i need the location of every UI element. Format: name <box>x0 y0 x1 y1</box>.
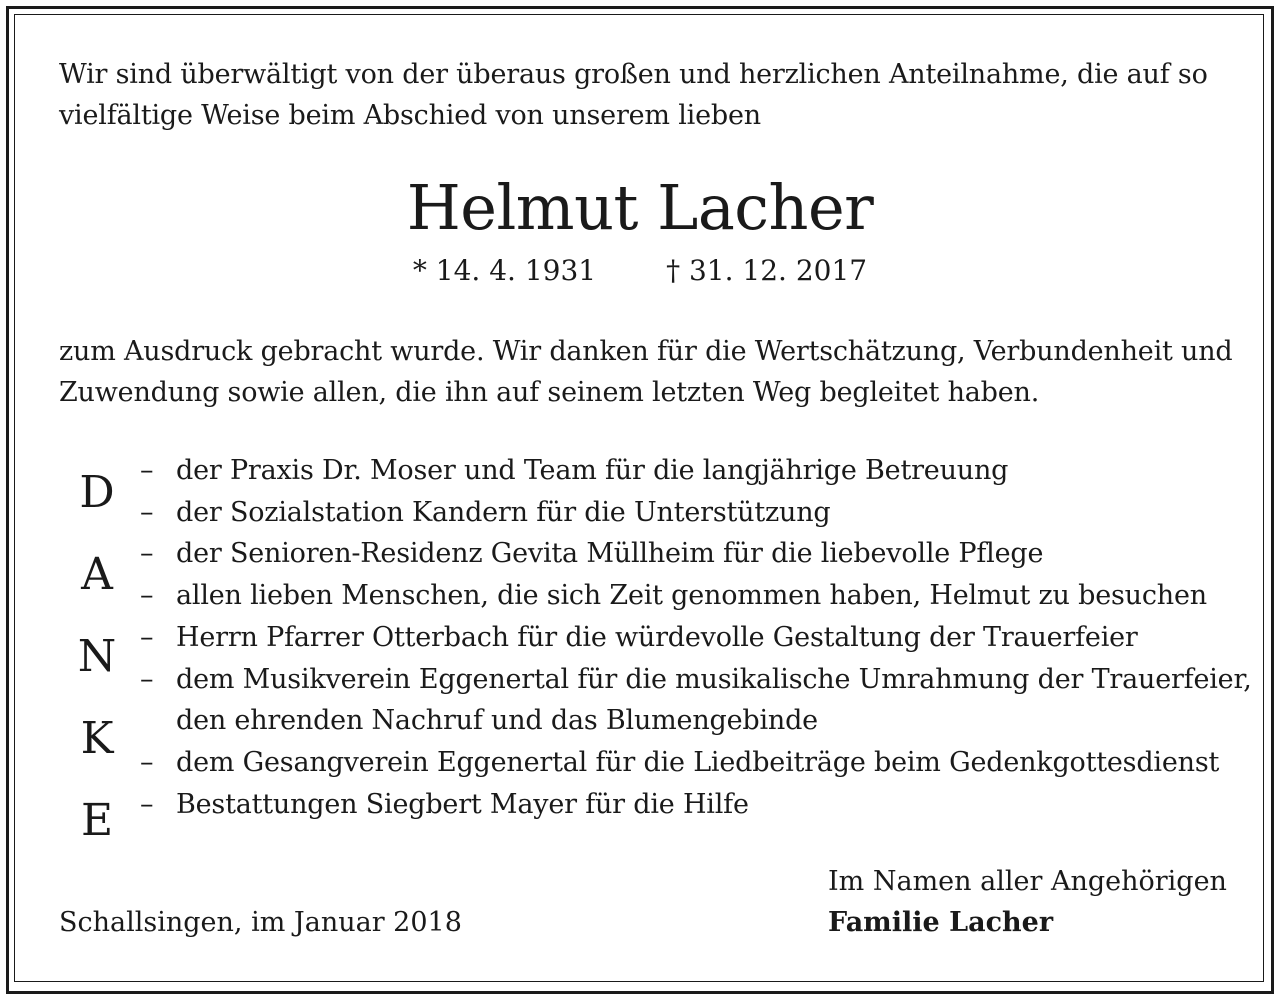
list-item <box>140 617 1252 659</box>
place-date: Schallsingen, im Januar 2018 <box>59 907 462 938</box>
danke-letter: A <box>81 549 113 600</box>
intro-line-1: Wir sind überwältigt von der überaus großen und herzlichen Anteilnahme, die auf so <box>59 59 1208 90</box>
thanks-line-2: Zuwendung sowie allen, die ihn auf seinem letzten Weg begleitet haben. <box>59 377 1040 408</box>
list-item-text: der Sozialstation Kandern für die Unterstützung <box>176 496 831 528</box>
list-dash: – <box>140 455 154 486</box>
list-item <box>140 784 1252 826</box>
list-dash: – <box>140 663 154 695</box>
life-dates <box>0 253 1280 289</box>
thanks-line-1: zum Ausdruck gebracht wurde. Wir danken für die Wertschätzung, Verbundenheit und <box>59 336 1233 367</box>
deceased-name: Helmut Lacher <box>406 171 874 244</box>
list-dash: – <box>140 496 154 528</box>
list-item-text: der Praxis Dr. Moser und Team für die langjährige Betreuung <box>176 455 1009 486</box>
list-item <box>140 575 1252 617</box>
list-item <box>140 450 1252 492</box>
list-item <box>140 742 1252 784</box>
danke-acrostic <box>72 452 122 862</box>
thanks-text <box>59 331 1233 413</box>
intro-line-2: vielfältige Weise beim Abschied von unserem lieben <box>59 100 761 131</box>
list-item-text: allen lieben Menschen, die sich Zeit genommen haben, Helmut zu besuchen <box>176 580 1207 612</box>
birth-date: * 14. 4. 1931 <box>412 254 597 287</box>
list-item <box>140 492 1252 534</box>
danke-letter: E <box>80 795 114 846</box>
danke-letter: N <box>77 631 117 682</box>
signature-line: Im Namen aller Angehörigen <box>828 866 1227 897</box>
list-dash: – <box>140 746 154 778</box>
danke-letter: K <box>80 713 114 764</box>
list-dash: – <box>140 621 154 653</box>
list-item-text: Herrn Pfarrer Otterbach für die würdevolle Gestaltung der Trauerfeier <box>176 621 1138 653</box>
list-item-text: dem Gesangverein Eggenertal für die Liedbeiträge beim Gedenkgottesdienst <box>176 746 1220 778</box>
thanks-list <box>140 450 1252 825</box>
list-item <box>140 533 1252 575</box>
list-item-continuation <box>140 700 1252 742</box>
list-item-text: dem Musikverein Eggenertal für die musikalische Umrahmung der Trauerfeier, <box>176 663 1252 695</box>
intro-text <box>59 54 1208 136</box>
danke-letter: D <box>79 467 115 518</box>
list-item-text: den ehrenden Nachruf und das Blumengebinde <box>176 705 818 737</box>
death-date: † 31. 12. 2017 <box>666 254 868 287</box>
list-item-text: Bestattungen Siegbert Mayer für die Hilfe <box>176 788 749 820</box>
list-item-text: der Senioren-Residenz Gevita Müllheim für die liebevolle Pflege <box>176 538 1044 570</box>
family-name: Familie Lacher <box>828 907 1054 938</box>
list-dash: – <box>140 788 154 820</box>
list-item <box>140 659 1252 701</box>
list-dash: – <box>140 538 154 570</box>
list-dash: – <box>140 580 154 612</box>
